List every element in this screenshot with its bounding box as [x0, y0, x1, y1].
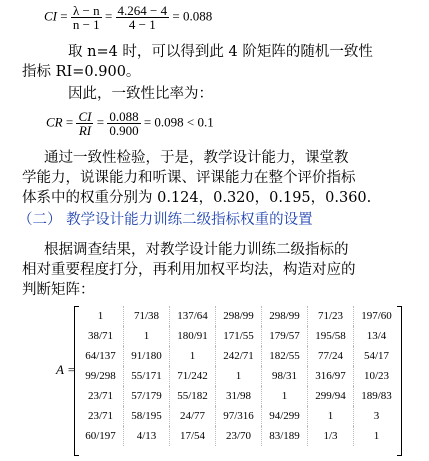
ci-frac-2-den: 4 − 1 [128, 17, 156, 32]
matrix-row [78, 326, 399, 346]
matrix-cell: 1/3 [308, 426, 354, 446]
matrix-cell: 195/58 [308, 326, 354, 346]
para-matrix-line-2: 相对重要程度打分，再利用加权平均法，构造对应的 [22, 262, 356, 278]
matrix-cell: 1 [124, 326, 170, 346]
matrix-label: A = [56, 362, 76, 377]
para-cr-intro: 因此，一致性比率为： [68, 86, 213, 102]
cr-result: = 0.098 < 0.1 [143, 114, 214, 130]
matrix-cell: 171/55 [216, 326, 262, 346]
matrix-cell: 77/24 [308, 346, 354, 366]
ci-frac-1 [71, 4, 102, 31]
matrix-cell: 1 [170, 346, 216, 366]
cr-frac-1-den: RI [78, 123, 92, 138]
cr-frac-2-den: 0.900 [109, 123, 139, 138]
matrix-cell: 57/179 [124, 386, 170, 406]
cr-formula: CR = $\frac{CI}{RI}$ = $\frac{0.088}{0.900}$ = 0.098 < 0.1 [46, 109, 214, 138]
matrix-cell: 3 [354, 406, 400, 426]
cr-frac-2 [107, 110, 140, 137]
matrix-cell: 180/91 [170, 326, 216, 346]
matrix-cell: 299/94 [308, 386, 354, 406]
ci-formula: CI = $\frac{\lambda - n}{n - 1}$ = $\frac{4.264 - 4}{4 - 1}$ = 0.088 [44, 3, 213, 32]
cr-frac-1 [76, 110, 93, 137]
cr-frac-1-num: CI [78, 109, 92, 124]
ci-result: = 0.088 [172, 8, 213, 24]
matrix-cell: 137/64 [170, 306, 216, 326]
matrix-cell: 38/71 [87, 330, 114, 342]
matrix-cell: 10/23 [354, 366, 400, 386]
matrix-cell: 182/55 [262, 346, 308, 366]
matrix-cell: 1 [354, 426, 400, 446]
ci-lhs: CI [44, 8, 57, 24]
ci-frac-2-num: 4.264 − 4 [117, 3, 168, 18]
judgment-matrix [78, 306, 399, 446]
matrix-row [78, 426, 399, 446]
matrix-cell: 23/71 [87, 390, 114, 402]
cr-lhs: CR [46, 114, 63, 130]
matrix-cell: 99/298 [85, 370, 116, 382]
section-heading: （二） 教学设计能力训练二级指标权重的设置 [18, 212, 313, 228]
para-weights-line-2: 学能力，说课能力和听课、评课能力在整个评价指标 [22, 170, 356, 186]
matrix-cell: 91/180 [124, 346, 170, 366]
matrix-cell: 71/38 [124, 306, 170, 326]
matrix-cell: 1 [308, 406, 354, 426]
para-matrix-line-3: 判断矩阵： [22, 282, 95, 298]
matrix-cell: 1 [216, 366, 262, 386]
cr-frac-2-num: 0.088 [109, 109, 139, 124]
matrix-cell: 23/70 [216, 426, 262, 446]
matrix-cell: 242/71 [216, 346, 262, 366]
para-ri-line-2: 指标 RI=0.900。 [22, 64, 141, 80]
para-ri-line-1: 取 n=4 时，可以得到此 4 阶矩阵的随机一致性 [68, 44, 373, 60]
ci-frac-2 [116, 4, 170, 31]
matrix-cell: 23/71 [87, 410, 114, 422]
matrix-cell: 4/13 [124, 426, 170, 446]
matrix-cell: 298/99 [216, 306, 262, 326]
matrix-cell: 298/99 [262, 306, 308, 326]
matrix-row [78, 386, 399, 406]
matrix-cell: 97/316 [216, 406, 262, 426]
matrix-cell: 55/171 [124, 366, 170, 386]
matrix-cell: 83/189 [262, 426, 308, 446]
matrix-cell: 71/23 [308, 306, 354, 326]
para-matrix-line-1: 根据调查结果，对教学设计能力训练二级指标的 [44, 242, 349, 258]
matrix-cell: 24/77 [170, 406, 216, 426]
ci-frac-1-den: n − 1 [72, 17, 100, 32]
matrix-cell: 179/57 [262, 326, 308, 346]
matrix-cell: 31/98 [216, 386, 262, 406]
matrix-cell: 58/195 [124, 406, 170, 426]
matrix-cell: 98/31 [262, 366, 308, 386]
matrix-cell: 1 [97, 310, 104, 322]
ci-frac-1-num: λ − n [71, 4, 102, 18]
para-weights-line-3: 体系中的权重分别为 0.124，0.320，0.195，0.360. [22, 190, 372, 206]
matrix-cell: 60/197 [85, 430, 116, 442]
matrix-cell: 71/242 [170, 366, 216, 386]
matrix-cell: 94/299 [262, 406, 308, 426]
matrix-cell: 189/83 [354, 386, 400, 406]
matrix-cell: 54/17 [354, 346, 400, 366]
matrix-cell: 64/137 [85, 350, 116, 362]
matrix-cell: 55/182 [170, 386, 216, 406]
matrix-cell: 1 [262, 386, 308, 406]
matrix-row [78, 366, 399, 386]
matrix-cell: 17/54 [170, 426, 216, 446]
para-weights-line-1: 通过一致性检验，于是，教学设计能力，课堂教 [44, 150, 349, 166]
matrix-row [78, 306, 399, 326]
matrix-row [78, 406, 399, 426]
matrix-cell: 197/60 [354, 306, 400, 326]
matrix-cell: 13/4 [354, 326, 400, 346]
matrix-cell: 316/97 [308, 366, 354, 386]
matrix-row [78, 346, 399, 366]
